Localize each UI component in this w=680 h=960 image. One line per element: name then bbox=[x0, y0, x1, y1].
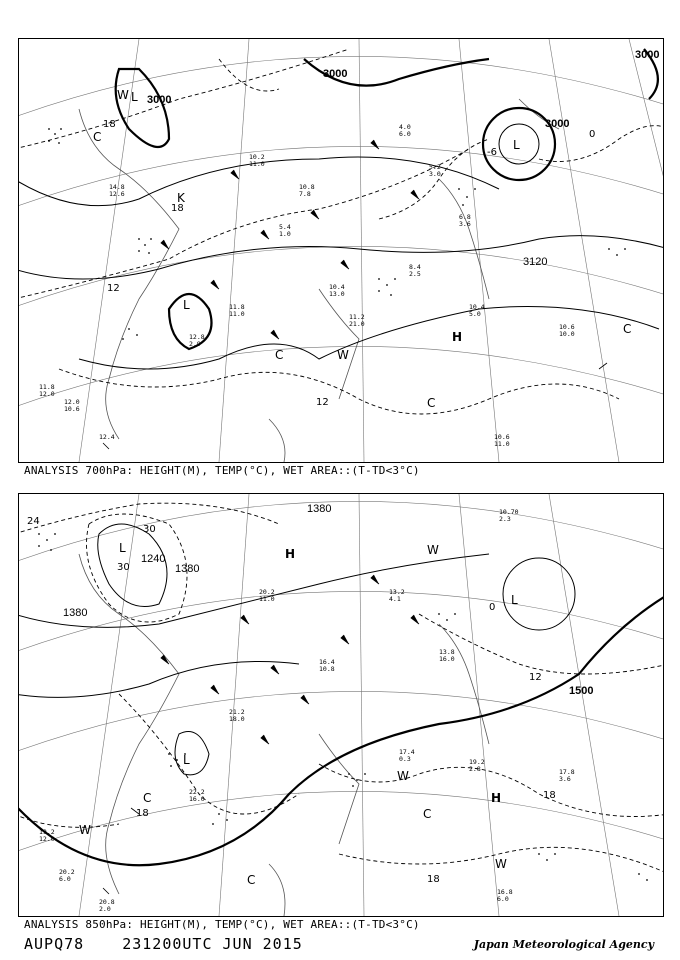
map-700hpa-svg bbox=[19, 39, 663, 462]
height-label: 1380 bbox=[307, 503, 332, 515]
svg-text:11.0: 11.0 bbox=[229, 310, 245, 318]
low-center: L bbox=[119, 541, 126, 555]
graticule bbox=[19, 494, 663, 916]
temp-label: -6 bbox=[487, 147, 497, 158]
low-center: L bbox=[183, 753, 190, 767]
chart-footer bbox=[24, 935, 331, 953]
temp-label: 18 bbox=[543, 790, 556, 801]
svg-text:18.0: 18.0 bbox=[229, 715, 245, 723]
cold-center: C bbox=[93, 130, 102, 144]
svg-text:10.6: 10.6 bbox=[64, 405, 80, 413]
svg-text:10.6: 10.6 bbox=[494, 433, 510, 441]
svg-text:2.8: 2.8 bbox=[469, 765, 481, 773]
warm-center: W bbox=[397, 769, 409, 783]
svg-text:4.1: 4.1 bbox=[389, 595, 401, 603]
svg-text:11.0: 11.0 bbox=[259, 595, 275, 603]
svg-text:16.8: 16.8 bbox=[497, 888, 513, 896]
height-labels bbox=[147, 49, 659, 268]
height-label: 1240 bbox=[141, 553, 166, 565]
svg-text:20.2: 20.2 bbox=[259, 588, 275, 596]
height-label: 3000 bbox=[147, 94, 172, 106]
map-700hpa bbox=[18, 38, 664, 463]
high-center: H bbox=[285, 547, 296, 561]
cold-center: C bbox=[427, 396, 436, 410]
caption-850hpa: ANALYSIS 850hPa: HEIGHT(M), TEMP(°C), WET AREA::(T-TD<3°C) bbox=[24, 918, 420, 931]
svg-text:2.0: 2.0 bbox=[99, 905, 111, 913]
temp-label: 0 bbox=[589, 129, 596, 140]
svg-text:14.8: 14.8 bbox=[109, 183, 125, 191]
svg-text:16.4: 16.4 bbox=[319, 658, 335, 666]
svg-text:11.8: 11.8 bbox=[229, 303, 245, 311]
warm-center: W bbox=[79, 823, 91, 837]
svg-text:11.0: 11.0 bbox=[249, 160, 265, 168]
svg-text:10.4: 10.4 bbox=[469, 303, 485, 311]
svg-text:10.70: 10.70 bbox=[499, 508, 519, 516]
caption-700hpa: ANALYSIS 700hPa: HEIGHT(M), TEMP(°C), WET AREA::(T-TD<3°C) bbox=[24, 464, 420, 477]
height-label: 3000 bbox=[635, 49, 660, 61]
svg-text:5.4: 5.4 bbox=[279, 223, 291, 231]
svg-text:21.0: 21.0 bbox=[349, 320, 365, 328]
height-label: 3120 bbox=[523, 256, 548, 268]
svg-text:12.0: 12.0 bbox=[39, 390, 55, 398]
isotherms bbox=[19, 503, 663, 874]
cold-center: C bbox=[247, 873, 256, 887]
low-center: L bbox=[513, 138, 520, 152]
svg-text:12.6: 12.6 bbox=[109, 190, 125, 198]
low-center: L bbox=[183, 298, 190, 312]
svg-text:20.2: 20.2 bbox=[59, 868, 75, 876]
temp-label: 18 bbox=[171, 203, 184, 214]
svg-text:12.0: 12.0 bbox=[39, 835, 55, 843]
svg-text:10.0: 10.0 bbox=[559, 330, 575, 338]
height-label: 3000 bbox=[545, 118, 570, 130]
svg-text:10.2: 10.2 bbox=[249, 153, 265, 161]
svg-text:2.5: 2.5 bbox=[409, 270, 421, 278]
temp-label: 0 bbox=[489, 602, 496, 613]
svg-text:16.0: 16.0 bbox=[189, 795, 205, 803]
valid-time: 231200UTC JUN 2015 bbox=[122, 935, 303, 953]
svg-text:3.6: 3.6 bbox=[459, 220, 471, 228]
temp-label: 12 bbox=[316, 397, 329, 408]
svg-text:7.8: 7.8 bbox=[299, 190, 311, 198]
temp-label: 30 bbox=[143, 524, 156, 535]
svg-text:10.4: 10.4 bbox=[329, 283, 345, 291]
cold-center: C bbox=[623, 322, 632, 336]
svg-text:2.9: 2.9 bbox=[189, 340, 201, 348]
svg-text:21.2: 21.2 bbox=[229, 708, 245, 716]
cold-center: K bbox=[177, 191, 185, 205]
height-label: 1380 bbox=[63, 607, 88, 619]
svg-text:6.0: 6.0 bbox=[497, 895, 509, 903]
high-center: H bbox=[452, 330, 463, 344]
svg-text:3.6: 3.6 bbox=[559, 775, 571, 783]
svg-text:12.0: 12.0 bbox=[64, 398, 80, 406]
wind-barbs bbox=[103, 140, 607, 449]
svg-text:4.0: 4.0 bbox=[399, 123, 411, 131]
cold-center: C bbox=[423, 807, 432, 821]
svg-text:10.6: 10.6 bbox=[559, 323, 575, 331]
agency-name: Japan Meteorological Agency bbox=[473, 938, 654, 951]
svg-text:2.3: 2.3 bbox=[499, 515, 511, 523]
temp-label: 18 bbox=[136, 808, 149, 819]
wet-area-stipple bbox=[38, 533, 648, 881]
svg-text:12.8: 12.8 bbox=[189, 333, 205, 341]
svg-text:11.8: 11.8 bbox=[39, 383, 55, 391]
svg-text:5.0: 5.0 bbox=[469, 310, 481, 318]
svg-text:12.4: 12.4 bbox=[99, 433, 115, 441]
height-contours bbox=[19, 594, 663, 865]
warm-center: W bbox=[427, 543, 439, 557]
svg-text:10.8: 10.8 bbox=[319, 665, 335, 673]
map-850hpa bbox=[18, 493, 664, 917]
height-label: 1380 bbox=[175, 563, 200, 575]
svg-text:0.3: 0.3 bbox=[399, 755, 411, 763]
warm-center: W bbox=[495, 857, 507, 871]
height-label: 3000 bbox=[323, 68, 348, 80]
low-center: L bbox=[511, 593, 518, 607]
cold-center: C bbox=[143, 791, 152, 805]
map-850hpa-svg bbox=[19, 494, 663, 916]
svg-text:5.2: 5.2 bbox=[429, 163, 441, 171]
svg-text:11.0: 11.0 bbox=[494, 440, 510, 448]
svg-text:13.2: 13.2 bbox=[389, 588, 405, 596]
svg-text:11.2: 11.2 bbox=[349, 313, 365, 321]
height-label: 1500 bbox=[569, 685, 594, 697]
low-center: L bbox=[131, 90, 138, 104]
warm-center: W bbox=[117, 88, 129, 102]
warm-center: W bbox=[337, 348, 349, 362]
temp-label: 18 bbox=[103, 119, 116, 130]
svg-text:6.8: 6.8 bbox=[459, 213, 471, 221]
temp-label: 24 bbox=[27, 516, 40, 527]
svg-text:17.4: 17.4 bbox=[399, 748, 415, 756]
chart-code: AUPQ78 bbox=[24, 935, 85, 953]
svg-text:13.0: 13.0 bbox=[329, 290, 345, 298]
height-contours-minor bbox=[19, 524, 575, 775]
svg-text:19.2: 19.2 bbox=[39, 828, 55, 836]
temp-label: 12 bbox=[107, 283, 120, 294]
svg-text:10.8: 10.8 bbox=[299, 183, 315, 191]
wind-barbs bbox=[103, 575, 419, 894]
cold-center: C bbox=[275, 348, 284, 362]
svg-text:6.0: 6.0 bbox=[399, 130, 411, 138]
svg-text:17.8: 17.8 bbox=[559, 768, 575, 776]
graticule bbox=[19, 39, 663, 462]
svg-text:22.2: 22.2 bbox=[189, 788, 205, 796]
temp-label: 12 bbox=[529, 672, 542, 683]
svg-text:19.2: 19.2 bbox=[469, 758, 485, 766]
svg-text:1.0: 1.0 bbox=[279, 230, 291, 238]
svg-text:6.0: 6.0 bbox=[59, 875, 71, 883]
high-center: H bbox=[491, 791, 502, 805]
coastline bbox=[79, 554, 489, 916]
svg-text:13.8: 13.8 bbox=[439, 648, 455, 656]
svg-text:16.0: 16.0 bbox=[439, 655, 455, 663]
svg-text:8.4: 8.4 bbox=[409, 263, 421, 271]
svg-text:20.8: 20.8 bbox=[99, 898, 115, 906]
temp-label: 30 bbox=[117, 562, 130, 573]
svg-text:3.0: 3.0 bbox=[429, 170, 441, 178]
temp-label: 18 bbox=[427, 874, 440, 885]
temp-labels bbox=[27, 516, 556, 885]
